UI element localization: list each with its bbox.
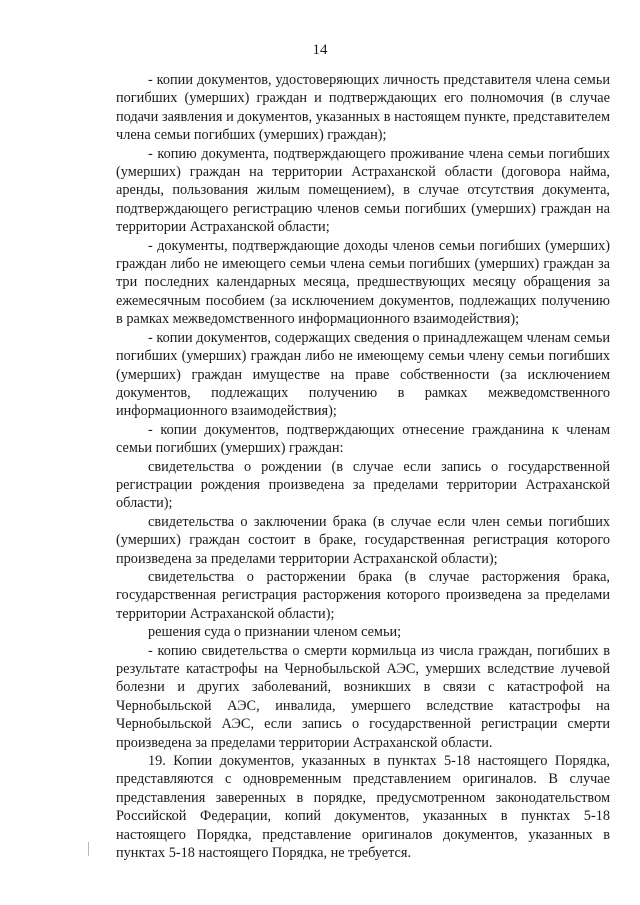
- paragraph-residence-document: - копию документа, подтверждающего проживание члена семьи погибших (умерших) граждан на территории Астраханской области (договора найма, аренды, пользования жилым помещением), в случае отсутствия документа, подтверждающего регистрацию членов семьи погибших (умерших) граждан на территории Астраханской области;: [116, 145, 610, 236]
- paragraph-family-membership-documents: - копии документов, подтверждающих отнесение гражданина к членам семьи погибших (умерших) граждан:: [116, 421, 610, 457]
- paragraph-item-19: 19. Копии документов, указанных в пунктах 5-18 настоящего Порядка, представляются с одновременным представлением оригиналов. В случае представления заверенных в порядке, предусмотренном законодательством Российской Федерации, копий документов, указанных в пунктах 5-18 настоящего Порядка, представление оригиналов документов, указанных в пунктах 5-18 настоящего Порядка, не требуется.: [116, 753, 610, 862]
- document-body: [116, 71, 610, 862]
- page-number: 14: [312, 42, 328, 58]
- paragraph-birth-certificate: свидетельства о рождении (в случае если запись о государственной регистрации рождения произведена за пределами территории Астраханской области);: [116, 458, 610, 512]
- paragraph-divorce-certificate: свидетельства о расторжении брака (в случае расторжения брака, государственная регистрация расторжения которого произведена за пределами территории Астраханской области);: [116, 568, 610, 622]
- paragraph-marriage-certificate: свидетельства о заключении брака (в случае если член семьи погибших (умерших) граждан состоит в браке, государственная регистрация которого произведена за пределами территории Астраханской области);: [116, 513, 610, 567]
- paragraph-representative-documents: - копии документов, удостоверяющих личность представителя члена семьи погибших (умерших) граждан и подтверждающих его полномочия (в случае подачи заявления и документов, указанных в настоящем пункте, представителем члена семьи погибших (умерших) граждан);: [116, 72, 610, 144]
- paragraph-property-documents: - копии документов, содержащих сведения о принадлежащем членам семьи погибших (умерших) граждан либо не имеющему семьи члену семьи погибших (умерших) граждан имуществе на праве собственности (за исключением документов, подлежащих получению в рамках межведомственного информационного взаимодействия);: [116, 329, 610, 420]
- paragraph-income-documents: - документы, подтверждающие доходы членов семьи погибших (умерших) граждан либо не имеющего семьи члена семьи погибших (умерших) граждан за три последних календарных месяца, предшествующих месяцу обращения за ежемесячным пособием (за исключением документов, подлежащих получению в рамках межведомственного информационного взаимодействия);: [116, 237, 610, 328]
- scan-artifact-mark: [88, 842, 89, 856]
- paragraph-court-decision: решения суда о признании членом семьи;: [148, 624, 402, 641]
- paragraph-death-certificate: - копию свидетельства о смерти кормильца из числа граждан, погибших в результате катастрофы на Чернобыльской АЭС, умерших вследствие лучевой болезни и других заболеваний, возникших в связи с катастрофой на Чернобыльской АЭС, инвалида, умершего вследствие катастрофы на Чернобыльской АЭС, если запись о государственной регистрации смерти произведена за пределами территории Астраханской области.: [116, 642, 610, 751]
